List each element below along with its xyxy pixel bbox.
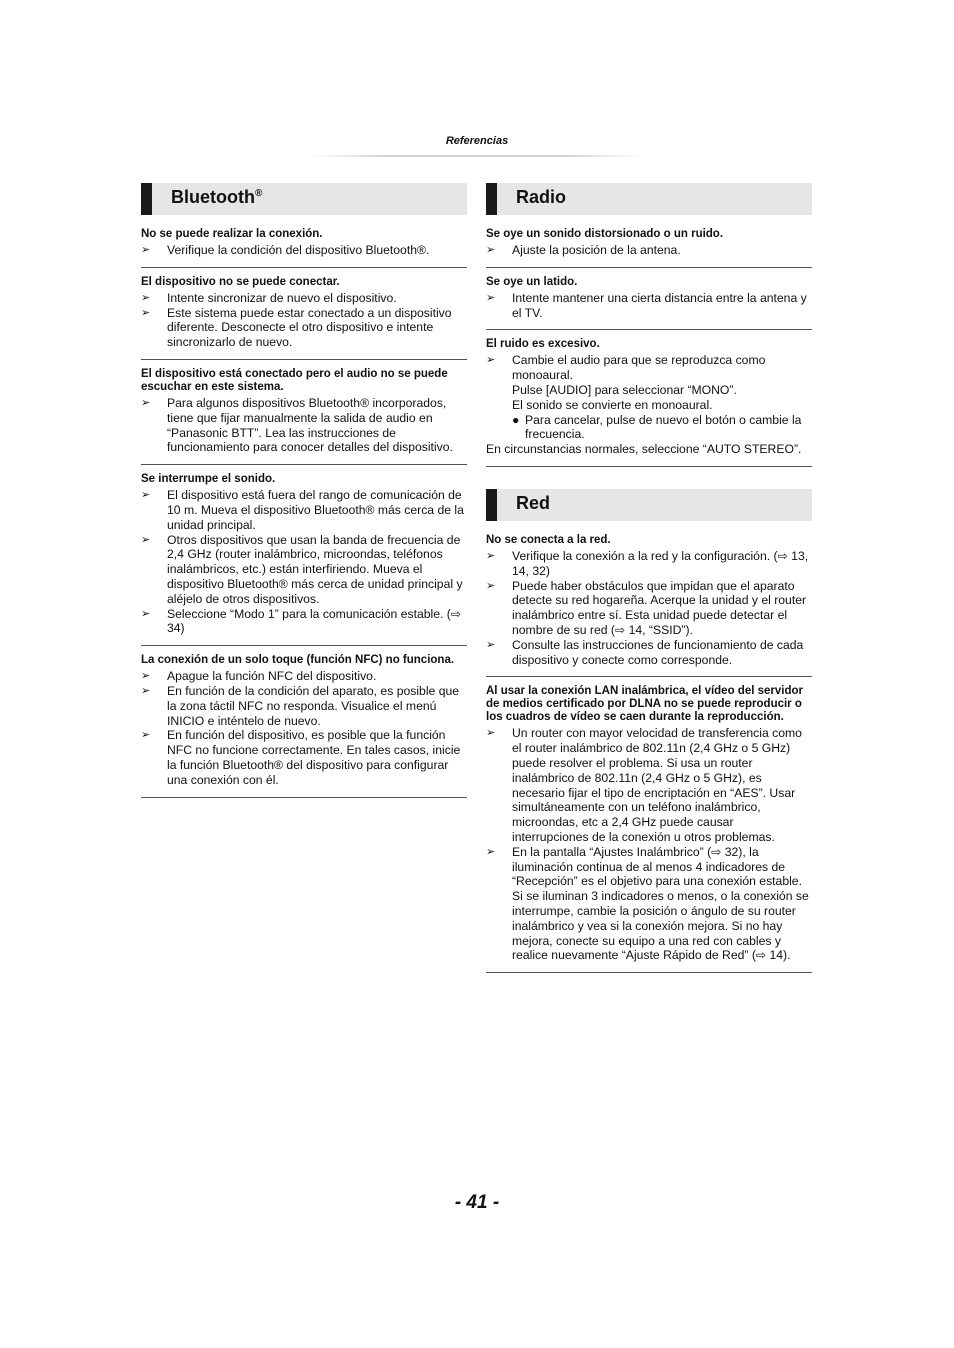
red-section-title: Red xyxy=(516,492,551,513)
red-section-header xyxy=(486,489,812,521)
bluetooth-section-header xyxy=(141,183,467,215)
radio-block-3 xyxy=(486,331,812,467)
radio-red-column xyxy=(486,183,812,974)
question: El dispositivo no se puede conectar. xyxy=(141,275,340,288)
question: No se conecta a la red. xyxy=(486,533,611,546)
radio-section-header xyxy=(486,183,812,215)
arrow-icon: ➢ xyxy=(141,670,151,683)
answer-item: ➢ Intente mantener una cierta distancia entre la antena y el TV. xyxy=(486,290,807,320)
arrow-icon: ➢ xyxy=(486,354,496,367)
answer-item: ➢ Seleccione “Modo 1” para la comunicación estable. (⇨ 34) xyxy=(141,606,462,636)
answer-item: ➢ Un router con mayor velocidad de transferencia como el router inalámbrico de 802.11n (2,4 GHz o 5 GHz) puede resolver el problema. Si usa un router inalámbrico de 802.11n (2,4 GHz o 5 GHz), es necesario fijar el tipo de encriptación en “AES”. Usar simultáneamente con un teléfono inalámbrico, microondas, etc a 2,4 GHz puede causar interrupciones de la conexión u otros problemas. xyxy=(486,726,802,844)
arrow-icon: ➢ xyxy=(141,396,151,409)
arrow-icon: ➢ xyxy=(486,727,496,740)
running-header: Referencias xyxy=(445,135,509,147)
arrow-icon: ➢ xyxy=(486,579,496,592)
bluetooth-block-2 xyxy=(141,269,467,360)
question: Se oye un sonido distorsionado o un ruido. xyxy=(486,228,724,240)
note-text: En circunstancias normales, seleccione “AUTO STEREO”. xyxy=(486,442,802,457)
answer-item: ➢ Para algunos dispositivos Bluetooth® incorporados, tiene que fijar manualmente la salida de audio en “Panasonic BTT”. Lea las instrucciones de funcionamiento para conocer detalles del dispositivo. xyxy=(141,395,453,455)
answer-item: ➢ En función del dispositivo, es posible que la función NFC no funcione correctamente. En tales casos, inicie la función Bluetooth® del dispositivo para configurar una conexión con él. xyxy=(141,728,461,787)
bluetooth-block-3 xyxy=(141,361,467,465)
radio-block-2 xyxy=(486,269,812,331)
arrow-icon: ➢ xyxy=(486,845,496,858)
arrow-icon: ➢ xyxy=(141,729,151,742)
arrow-icon: ➢ xyxy=(141,684,151,697)
bluetooth-section-title: Bluetooth® xyxy=(171,187,263,207)
arrow-icon: ➢ xyxy=(141,244,151,256)
answer-item: ➢ Verifique la condición del dispositivo Bluetooth®. xyxy=(141,243,430,257)
bluetooth-block-4 xyxy=(141,466,467,646)
answer-item: ➢ En la pantalla “Ajustes Inalámbrico” (⇨ 32), la iluminación continua de al menos 4 indicadores de “Recepción” es el objetivo para una conexión estable. Si se iluminan 3 indicadores o menos, o la conexión se interrumpe, cambie la posición o ángulo de su router inalámbrico y vea si la conexión mejora. Si no hay mejora, conecte su equipo a una red con cables y realice nuevamente “Ajuste Rápido de Red” (⇨ 14). xyxy=(486,844,809,963)
question: La conexión de un solo toque (función NFC) no funciona. xyxy=(141,654,455,667)
arrow-icon: ➢ xyxy=(486,549,496,562)
arrow-icon: ➢ xyxy=(486,291,496,304)
answer-item: ➢ Ajuste la posición de la antena. xyxy=(486,243,681,257)
question: El dispositivo está conectado pero el audio no se puede escuchar en este sistema. xyxy=(141,367,448,393)
question: Se oye un latido. xyxy=(486,275,578,288)
section-marker-bar xyxy=(486,183,497,215)
question: Al usar la conexión LAN inalámbrica, el vídeo del servidor de medios certificado por DLNA no se puede reproducir o los cuadros de vídeo se caen durante la reproducción. xyxy=(486,685,803,724)
bluetooth-column xyxy=(141,183,467,799)
radio-section-title: Radio xyxy=(516,187,567,207)
answer-item: ➢ Puede haber obstáculos que impidan que el aparato detecte su red hogareña. Acerque la unidad y el router inalámbrico entre sí. Esta unidad puede detectar el nombre de su red (⇨ 14, “SSID”). xyxy=(486,578,807,637)
question: El ruido es excesivo. xyxy=(486,338,600,351)
answer-item: ➢ Este sistema puede estar conectado a un dispositivo diferente. Desconecte el otro dispositivo e intente sincronizarlo de nuevo. xyxy=(141,305,452,350)
answer-item: ➢ El dispositivo está fuera del rango de comunicación de 10 m. Mueva el dispositivo Bluetooth® más cerca de la unidad principal. xyxy=(141,488,464,532)
arrow-icon: ➢ xyxy=(486,638,496,651)
bullet-icon: ● xyxy=(512,412,520,427)
radio-block-1 xyxy=(486,221,812,268)
arrow-icon: ➢ xyxy=(486,244,496,256)
answer-item: ➢ Otros dispositivos que usan la banda de frecuencia de 2,4 GHz (router inalámbrico, microondas, teléfonos inalámbricos, etc.) están interfiriendo. Mueva el dispositivo Bluetooth® más cerca de unidad principal y aléjelo de otros dispositivos. xyxy=(141,532,463,606)
answer-item: ➢ Intente sincronizar de nuevo el dispositivo. xyxy=(141,290,397,305)
answer-item: ➢ Cambie el audio para que se reproduzca como monoaural. Pulse [AUDIO] para seleccionar “MONO”. El sonido se convierte en monoaural. ● Para cancelar, pulse de nuevo el botón o cambie la frecuencia. xyxy=(486,353,812,442)
answer-item: ➢ Apague la función NFC del dispositivo. xyxy=(141,669,377,684)
red-block-1 xyxy=(486,527,812,677)
header-rule xyxy=(310,155,644,157)
red-block-2 xyxy=(486,678,812,973)
question: No se puede realizar la conexión. xyxy=(141,228,323,240)
answer-item: ➢ Consulte las instrucciones de funcionamiento de cada dispositivo y conecte como corresponde. xyxy=(486,637,804,667)
answer-item: ➢ En función de la condición del aparato, es posible que la zona táctil NFC no responda. Visualice el menú INICIO e inténtelo de nuevo. xyxy=(141,683,460,728)
arrow-icon: ➢ xyxy=(141,533,151,546)
sub-item: ● Para cancelar, pulse de nuevo el botón o cambie la frecuencia. xyxy=(512,412,802,442)
arrow-icon: ➢ xyxy=(141,489,151,502)
arrow-icon: ➢ xyxy=(141,291,151,304)
arrow-icon: ➢ xyxy=(141,607,151,620)
section-marker-bar xyxy=(141,183,152,215)
section-marker-bar xyxy=(486,489,497,521)
bluetooth-block-5 xyxy=(141,647,467,797)
page-number: - 41 - xyxy=(454,1192,500,1213)
arrow-icon: ➢ xyxy=(141,306,151,319)
answer-item: ➢ Verifique la conexión a la red y la configuración. (⇨ 13, 14, 32) xyxy=(486,548,809,578)
bluetooth-block-1 xyxy=(141,221,467,268)
question: Se interrumpe el sonido. xyxy=(141,473,276,486)
